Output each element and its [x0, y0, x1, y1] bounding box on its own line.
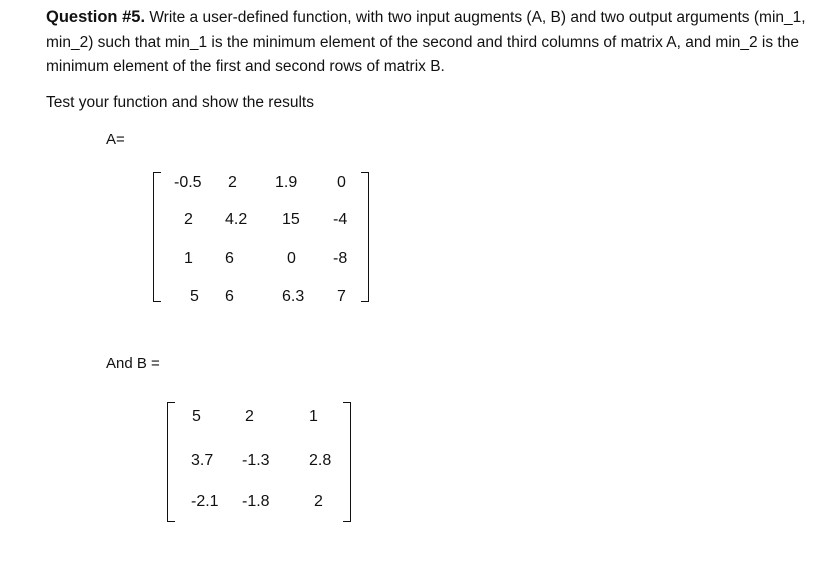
matrix-a-label: A=: [106, 131, 125, 148]
matrix-a-cell: 15: [282, 211, 300, 228]
matrix-b-cell: -1.8: [242, 493, 270, 510]
matrix-b-left-bracket: [167, 402, 175, 522]
matrix-a-left-bracket: [153, 172, 161, 302]
matrix-b-cell: -1.3: [242, 452, 270, 469]
question-text: Write a user-defined function, with two input augments (A, B) and two output arguments (min_1, min_2) such that min_1 is the minimum element of the second and third columns of matrix A, and min_2 is the minimum element of the first and second rows of matrix B.: [46, 9, 806, 75]
matrix-b-cell: 5: [192, 408, 201, 425]
matrix-b-cell: 2: [314, 493, 323, 510]
matrix-a-cell: 2: [228, 174, 237, 191]
instruction-text: Test your function and show the results: [46, 94, 314, 111]
matrix-b-cell: 2: [245, 408, 254, 425]
matrix-b-cell: 2.8: [309, 452, 332, 469]
matrix-a-cell: 0: [337, 174, 346, 191]
matrix-a-cell: 1.9: [275, 174, 298, 191]
matrix-a-cell: -8: [333, 250, 348, 267]
question-number: Question #5.: [46, 8, 146, 26]
matrix-a-cell: 5: [190, 288, 199, 305]
matrix-b-cell: 1: [309, 408, 318, 425]
matrix-b-cell: -2.1: [191, 493, 219, 510]
matrix-a-cell: 6: [225, 288, 234, 305]
question-paragraph: [46, 5, 827, 80]
matrix-a-cell: 1: [184, 250, 193, 267]
matrix-a-cell: -0.5: [174, 174, 202, 191]
matrix-b-right-bracket: [343, 402, 351, 522]
matrix-a-cell: 0: [287, 250, 296, 267]
matrix-b-label: And B =: [106, 355, 160, 372]
matrix-a-right-bracket: [361, 172, 369, 302]
matrix-a-cell: 7: [337, 288, 346, 305]
matrix-a-cell: 4.2: [225, 211, 248, 228]
matrix-a-cell: -4: [333, 211, 348, 228]
matrix-a-cell: 2: [184, 211, 193, 228]
matrix-a-cell: 6: [225, 250, 234, 267]
matrix-b-cell: 3.7: [191, 452, 214, 469]
matrix-a-cell: 6.3: [282, 288, 305, 305]
